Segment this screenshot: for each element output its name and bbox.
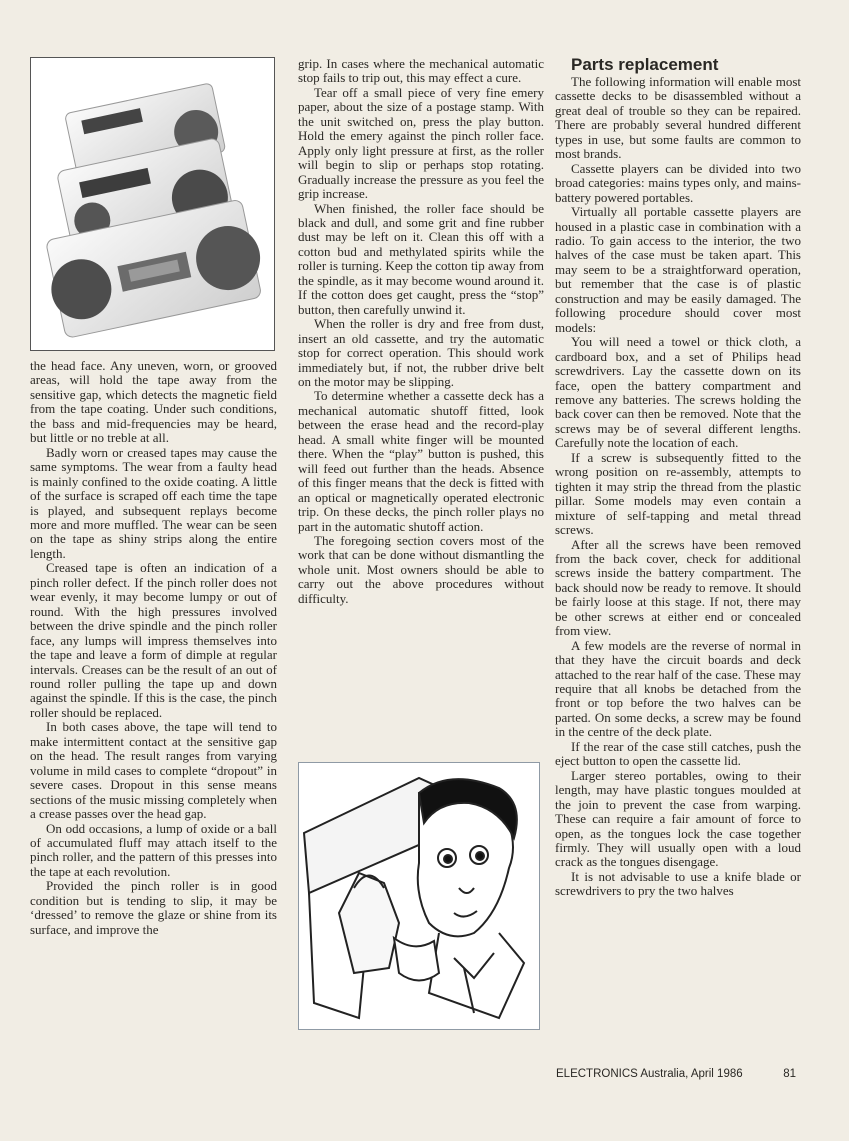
cartoon-illustration (298, 762, 540, 1030)
paragraph: When the roller is dry and free from dust, insert an old cassette, and try the automatic stop for correct operation. This should work immediately but, if not, the rubber drive belt on the motor may be slipping. (298, 316, 544, 389)
publication-name: ELECTRONICS Australia, April 1986 (556, 1068, 743, 1080)
paragraph: To determine whether a cassette deck has a mechanical automatic shutoff fitted, look between the erase head and the record-play head. A small white finger will be mounted there. When the “play” button is pushed, this will feed out further than the heads. Absence of this finger means that the deck is fitted with an optical or magnetically operated electronic trip. On these decks, the pinch roller plays no part in the automatic shutoff action. (298, 388, 544, 534)
paragraph: You will need a towel or thick cloth, a cardboard box, and a set of Philips head screwdrivers. Lay the cassette down on its face, open the battery compartment and remove any batteries. The screws holding the back cover can then be removed. Note that the screws may be of several different lengths. Carefully note the location of each. (555, 334, 801, 451)
paragraph: If a screw is subsequently fitted to the wrong position on re-assembly, attempts to tighten it may strip the thread from the plastic pillar. Some models may even contain a mixture of self-tapping and metal thread screws. (555, 449, 801, 538)
paragraph: Tear off a small piece of very fine emery paper, about the size of a postage stamp. With the unit switched on, press the play button. Hold the emery against the pinch roller face. Apply only light pressure at first, as the roller will begin to slip or perhaps stop rotating. Gradually increase the pressure as you feel the grip increase. (298, 84, 544, 202)
page-number: 81 (783, 1068, 796, 1080)
radio-cassette-photo (30, 57, 275, 351)
boombox-illustration (31, 58, 274, 350)
paragraph: After all the screws have been removed from the back cover, check for additional screws inside the battery compartment. The back should now be ready to remove. It should be fairly loose at this stage. If not, there may be other screws at either end or concealed from view. (555, 536, 801, 639)
paragraph: Provided the pinch roller is in good condition but is tending to slip, it may be ‘dressed’ to remove the glaze or shine from its surface, and improve the (30, 878, 277, 937)
paragraph: Creased tape is often an indication of a pinch roller defect. If the pinch roller does not wear evenly, it may become lumpy or out of round. With the high pressures involved between the drive spindle and the pinch roller face, any lumps will impress themselves into the tape and leave a form of dimple at regular intervals. Creases can be the result of an out of round roller pulling the tape up and down against the spindle. If this is the case, the pinch roller should be replaced. (30, 560, 277, 720)
paragraph: The foregoing section covers most of the work that can be done without dismantling the whole unit. Most owners should be able to carry out the above procedures without difficulty. (298, 532, 544, 606)
paragraph: If the rear of the case still catches, push the eject button to open the cassette lid. (555, 738, 801, 769)
paragraph: the head face. Any uneven, worn, or grooved areas, will hold the tape away from the sensitive gap, which detects the magnetic field from the tape coating. Under such conditions, the bass and mid-frequencies may be heard, but little or no treble at all. (30, 358, 277, 446)
paragraph: A few models are the reverse of normal in that they have the circuit boards and deck attached to the rear half of the case. These may require that all knobs be detached from the front or top before the two halves can be parted. On some decks, a screw may be found in the centre of the deck plate. (555, 637, 801, 740)
paragraph: The following information will enable most cassette decks to be disassembled without a great deal of trouble so they can be repaired. There are probably several hundred different types in use, but some faults are common to most brands. (555, 74, 801, 162)
paragraph: Virtually all portable cassette players are housed in a plastic case in combination with a radio. To gain access to the interior, the two halves of the case must be taken apart. This may seem to be a straightforward operation, but remember that the case is of plastic construction and may be easily damaged. The following procedure should cover most models: (555, 204, 801, 335)
paragraph: Badly worn or creased tapes may cause the same symptoms. The wear from a faulty head is mainly confined to the oxide coating. A little of the surface is scraped off each time the tape is played, and subsequent replays become more and more muffled. The wear can be seen on the tape as shiny strips along the entire length. (30, 444, 277, 561)
man-with-cassette-drawing (299, 763, 539, 1029)
paragraph: On odd occasions, a lump of oxide or a ball of accumulated fluff may attach itself to the pinch roller, and the pattern of this presses into the tape at each revolution. (30, 820, 277, 879)
text-column-1 (30, 359, 277, 937)
paragraph: grip. In cases where the mechanical automatic stop fails to trip out, this may effect a cure. (298, 56, 544, 86)
paragraph: In both cases above, the tape will tend to make intermittent contact at the sensitive gap on the head. The result ranges from varying volume in mild cases to complete “dropout” in severe cases. Dropout in this sense means sections of the music missing completely when a crease passes over the head gap. (30, 719, 277, 822)
text-column-2 (298, 57, 544, 606)
paragraph: When finished, the roller face should be black and dull, and some grit and fine rubber dust may be left on it. Clean this off with a cotton bud and methylated spirits while the roller is turning. Keep the cotton tip away from the spindle, as it may become wound around it. If the cotton does get caught, press the “stop” button, then carefully unwind it. (298, 200, 544, 317)
page-footer (556, 1068, 796, 1080)
paragraph: It is not advisable to use a knife blade or screwdrivers to pry the two halves (555, 868, 801, 899)
paragraph: Cassette players can be divided into two broad categories: mains types only, and mains-battery powered portables. (555, 160, 801, 205)
text-column-3 (555, 55, 801, 899)
section-heading: Parts replacement (571, 55, 719, 74)
paragraph: Larger stereo portables, owing to their length, may have plastic tongues moulded at the join to prevent the case from warping. These can require a fair amount of force to open, as the tongues lock the case together firmly. They will usually open with a loud crack as the tongues disengage. (555, 767, 801, 870)
